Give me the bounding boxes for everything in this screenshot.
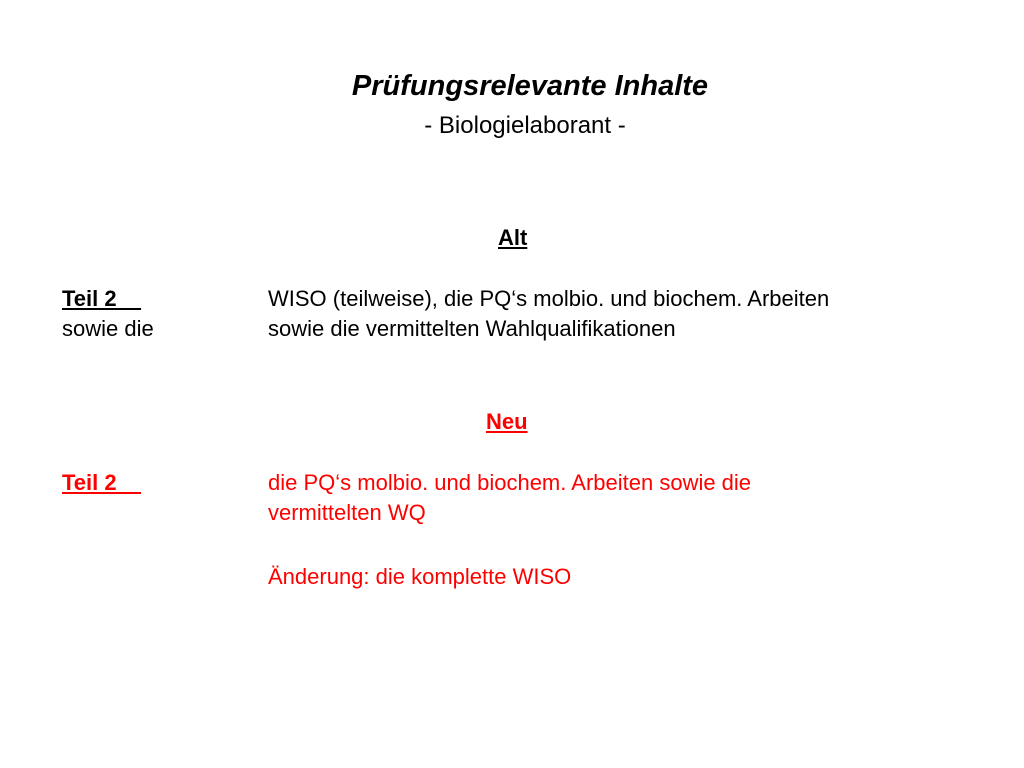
slide-subtitle: - Biologielaborant - bbox=[424, 112, 626, 139]
alt-heading: Alt bbox=[498, 225, 528, 250]
alt-label-teil-text: Teil 2 bbox=[62, 286, 142, 311]
alt-text-line2: sowie die vermittelten Wahlqualifikationen bbox=[268, 316, 676, 341]
neu-label-teil bbox=[62, 470, 141, 496]
neu-label-teil-text: Teil 2 bbox=[62, 470, 142, 495]
neu-heading: Neu bbox=[486, 409, 528, 434]
slide-title: Prüfungsrelevante Inhalte bbox=[351, 70, 709, 102]
neu-text-line1: die PQ‘s molbio. und biochem. Arbeiten sowie die bbox=[268, 470, 752, 495]
alt-text-line1: WISO (teilweise), die PQ‘s molbio. und biochem. Arbeiten bbox=[268, 286, 830, 311]
neu-change-note: Änderung: die komplette WISO bbox=[268, 564, 572, 589]
alt-label-teil bbox=[62, 286, 141, 312]
neu-text-line2: vermittelten WQ bbox=[268, 500, 426, 525]
alt-label-sowie: sowie die bbox=[62, 316, 154, 341]
